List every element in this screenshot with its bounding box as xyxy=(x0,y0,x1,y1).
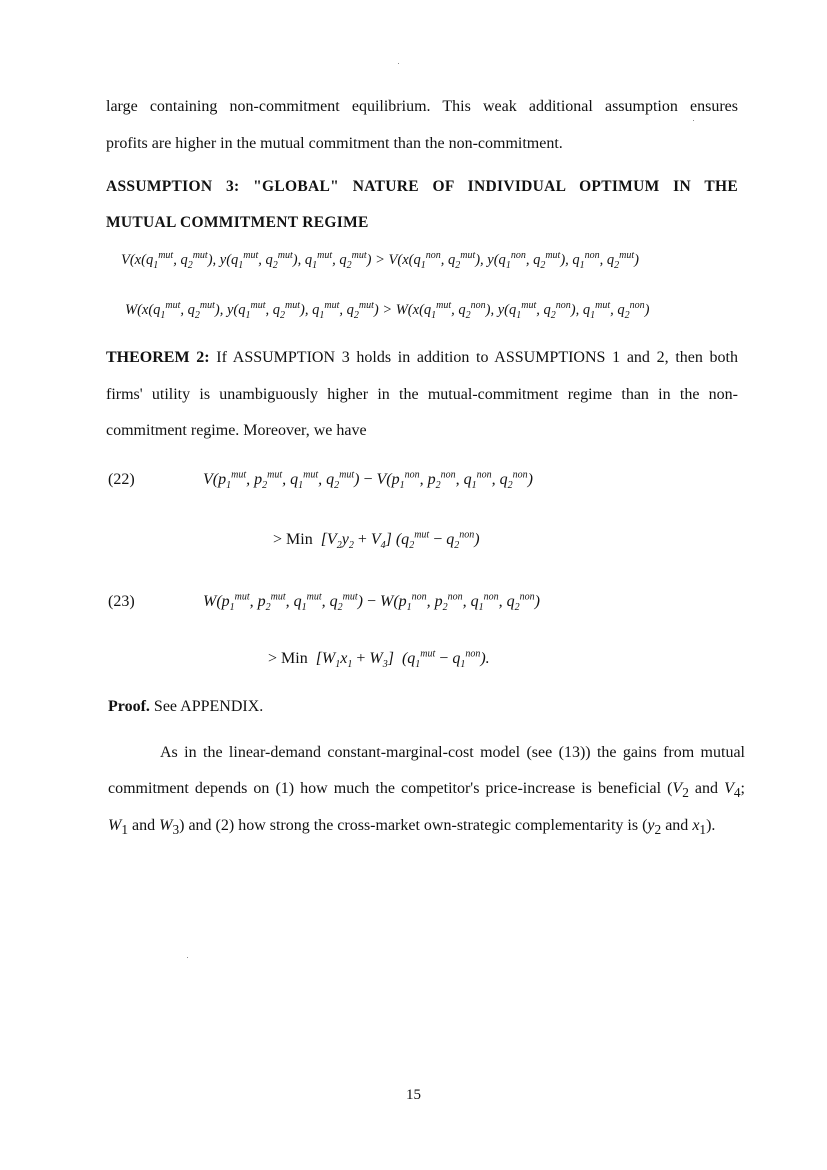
theorem-text: If ASSUMPTION 3 holds in addition to ASSUMPTIONS 1 and 2, then both xyxy=(209,349,738,366)
theorem-line xyxy=(106,348,738,368)
theorem-label: THEOREM 2: xyxy=(106,349,210,366)
body-text-line: commitment depends on (1) how much the competitor's price-increase is beneficial ($V_2$ and $V_4$; xyxy=(108,780,745,801)
assumption-inequality-v: $V(x(q_1^{mut}$, $q_2^{mut}$), $y(q_1^{mut}$, $q_2^{mut}$), $q_1^{mut}$, $q_2^{mut}) > V(x(q_1^{non}$, $q_2^{mut}$), $y(q_1^{non}$, $q_2^{mut}$), $q_1^{non}$, $q_2^{mut}$) xyxy=(121,250,639,271)
assumption-heading: MUTUAL COMMITMENT REGIME xyxy=(106,214,369,231)
theorem-line: firms' utility is unambiguously higher in the mutual-commitment regime than in the non- xyxy=(106,386,738,403)
assumption-inequality-w: $W(x(q_1^{mut}$, $q_2^{mut}$), $y(q_1^{mut}$, $q_2^{mut}$), $q_1^{mut}$, $q_2^{mut}) > W(x(q_1^{mut}$, $q_2^{non}$), $y(q_1^{mut}$, $q_2^{non}$), $q_1^{mut}$, $q_2^{non}$) xyxy=(125,300,650,321)
equation-22-line2: > Min $[V_2y_2 + V_4] (q_2^{mut} - q_2^{non})$ xyxy=(273,529,480,552)
equation-22-line1: $V(p_1^{mut}$, $p_2^{mut}$, $q_1^{mut}$, $q_2^{mut}) - V(p_1^{non}$, $p_2^{non}$, $q_1^{non}$, $q_2^{non}$) xyxy=(203,469,533,492)
proof-line xyxy=(108,697,263,717)
scan-speck xyxy=(398,63,399,64)
equation-number: (22) xyxy=(108,471,135,488)
equation-23-line2: > Min $[W_1x_1 + W_3] (q_1^{mut} - q_1^{non})$. xyxy=(268,648,490,671)
assumption-heading: ASSUMPTION 3: "GLOBAL" NATURE OF INDIVIDUAL OPTIMUM IN THE xyxy=(106,178,738,195)
body-text-line: $W_1$ and $W_3$) and (2) how strong the cross-market own-strategic complementarity is ($y_2$ and $x_1$). xyxy=(108,817,716,838)
scan-speck xyxy=(693,120,694,121)
proof-text: See APPENDIX. xyxy=(149,698,264,715)
equation-number: (23) xyxy=(108,593,135,610)
page-number: 15 xyxy=(406,1087,421,1103)
body-text-line: large containing non-commitment equilibrium. This weak additional assumption ensures xyxy=(106,98,738,115)
theorem-line: commitment regime. Moreover, we have xyxy=(106,422,367,439)
proof-label: Proof. xyxy=(108,698,150,715)
body-text-line: profits are higher in the mutual commitment than the non-commitment. xyxy=(106,135,563,152)
body-text-fragment: commitment depends on (1) how much the competitor's price-increase is beneficial ( xyxy=(108,780,673,797)
scan-speck xyxy=(187,957,188,958)
body-text-line: As in the linear-demand constant-marginal-cost model (see (13)) the gains from mutual xyxy=(160,744,745,761)
body-text-fragment: ) and (2) how strong the cross-market own-strategic complementarity is ( xyxy=(179,817,648,834)
equation-23-line1: $W(p_1^{mut}$, $p_2^{mut}$, $q_1^{mut}$, $q_2^{mut}) - W(p_1^{non}$, $p_2^{non}$, $q_1^{non}$, $q_2^{non}$) xyxy=(203,591,540,614)
